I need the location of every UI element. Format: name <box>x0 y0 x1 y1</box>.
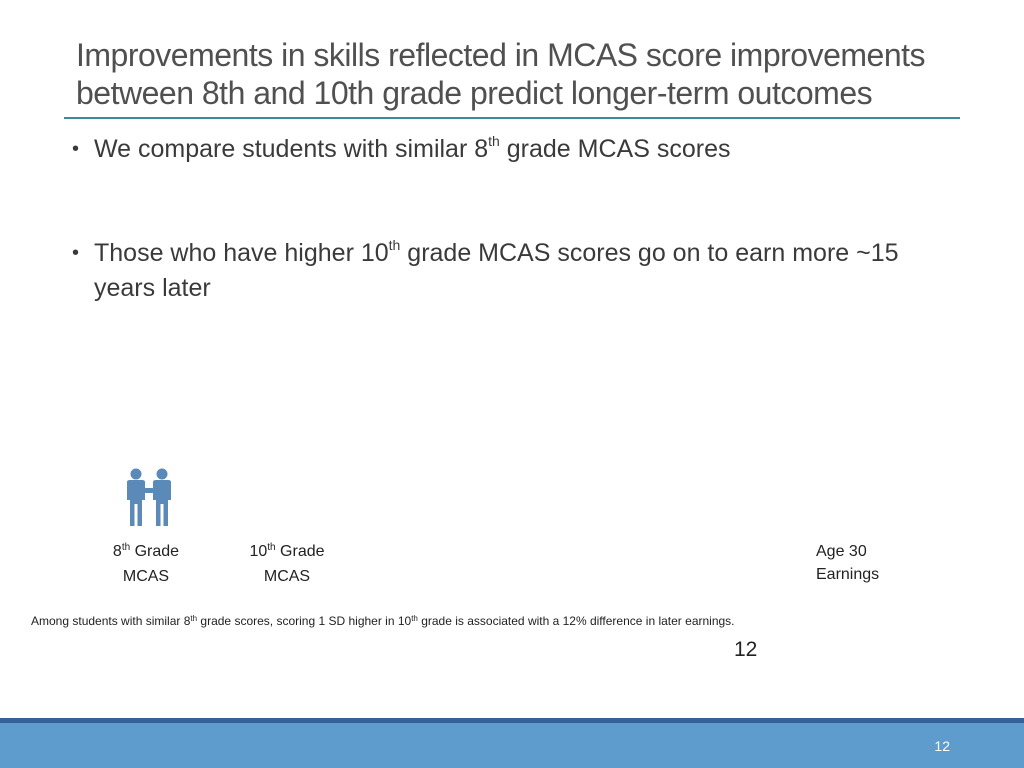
bullet-text <box>72 133 932 168</box>
bullet-text <box>72 237 932 304</box>
label-line2: MCAS <box>263 568 311 585</box>
bullet-text-post: grade MCAS scores go on to earn more ~15 years later <box>94 239 899 302</box>
label-line2: Earnings <box>816 566 880 583</box>
label-num: 8 <box>112 543 122 560</box>
label-word: Grade <box>275 543 325 560</box>
slide-number-text: 12 <box>734 638 758 661</box>
label-num: 10 <box>249 543 268 560</box>
slide-title <box>76 36 976 112</box>
bullet-dot-icon: • <box>72 242 80 264</box>
title-line-1: Improvements in skills reflected in MCAS score improvements <box>76 37 925 73</box>
bullet-text-sup: th <box>388 237 401 253</box>
title-divider <box>64 117 960 119</box>
label-sup: th <box>121 542 131 553</box>
people-pair-icon <box>122 468 176 528</box>
label-8th-grade-mcas <box>106 540 186 588</box>
label-word: Grade <box>130 543 180 560</box>
footnote-sup: th <box>411 614 418 623</box>
bullet-text-sup: th <box>488 133 500 149</box>
footnote <box>31 614 931 628</box>
footnote-part: Among students with similar 8 <box>31 614 191 628</box>
label-sup: th <box>267 542 276 553</box>
label-line1: Age 30 <box>816 543 867 560</box>
bullet-text-post: grade MCAS scores <box>499 135 731 163</box>
label-line2: MCAS <box>122 568 170 585</box>
bullet-item <box>72 237 932 304</box>
page-number: 12 <box>934 738 950 754</box>
footer-bar <box>0 723 1024 768</box>
footnote-part: grade scores, scoring 1 SD higher in 10 <box>197 614 412 628</box>
bullet-text-pre: Those who have higher 10 <box>94 239 389 267</box>
title-line-2: between 8th and 10th grade predict longer-term outcomes <box>76 75 873 111</box>
bullet-dot-icon: • <box>72 138 80 160</box>
footnote-part: grade is associated with a 12% difference in later earnings. <box>417 614 735 628</box>
label-age30-earnings <box>816 540 886 586</box>
label-10th-grade-mcas <box>244 540 330 588</box>
footnote-sup: th <box>190 614 198 623</box>
bullet-text-pre: We compare students with similar 8 <box>94 135 489 163</box>
bullet-item <box>72 133 932 168</box>
